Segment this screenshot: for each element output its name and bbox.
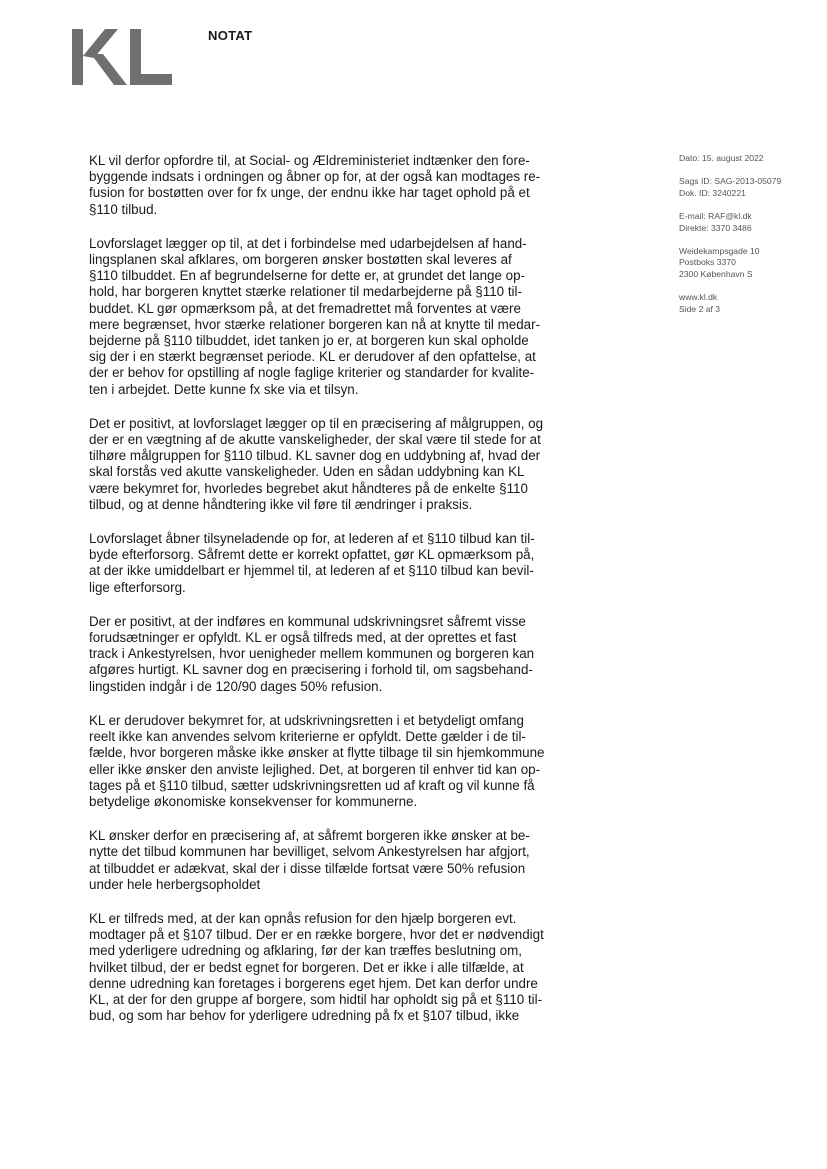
paragraph: Der er positivt, at der indføres en kommunal udskrivningsret såfremt visse forudsætninger er opfyldt. KL er også tilfreds med, at der oprettes et fast track i Ankestyrelsen, hvor uenigheder mellem kommunen og borgeren kan afgøres hurtigt. KL savner dog en præcisering i forhold til, om sagsbehand- lingstiden indgår i de 120/90 dages 50% refusion. [89,613,535,694]
date-line: Dato: 15. august 2022 [679,153,764,163]
sags-id-line: Sags ID: SAG-2013-05079 [679,176,782,187]
dok-id-line: Dok. ID: 3240221 [679,187,746,198]
paragraph: Lovforslaget åbner tilsyneladende op for, at lederen af et §110 tilbud kan til- byde efterforsorg. Såfremt dette er korrekt opfattet, gør KL opmærksom på, at der ikke umiddelbart er hjemmel til, at lederen af et §110 tilbud kan bevil- lige efterforsorg. [89,531,535,595]
email-line: E-mail: RAF@kl.dk [679,211,752,222]
paragraph: KL er derudover bekymret for, at udskrivningsretten i et betydeligt omfang reelt ikke kan anvendes selvom kriterierne er opfyldt. Dette gælder i de til- fælde, hvor borgeren måske ikke ønsker at flytte tilbage til sin hjemkommune eller ikke ønsker den anviste lejlighed. Det, at borgeren til enhver tid kan op- tages på et §110 tilbud, sætter udskrivningsretten ud af kraft og vil kunne få betydelige økonomiske konsekvenser for kommunerne. [89,712,545,809]
ids-group [679,176,819,199]
address-group [679,246,819,280]
paragraph: Det er positivt, at lovforslaget lægger op til en præcisering af målgruppen, og der er en vægtning af de akutte vanskeligheder, der skal være til stede for at tilhøre målgruppen for §110 tilbud. KL savner dog en uddybning af, hvad der skal forstås ved akutte vanskeligheder. Uden en sådan uddybning kan KL være bekymret for, hvorledes begrebet akut håndteres på de enkelte §110 tilbud, og at denne håndtering ikke vil føre til ændringer i praksis. [89,415,544,512]
address-city: 2300 København S [679,268,753,279]
document-body [89,153,569,1042]
direct-phone-line: Direkte: 3370 3486 [679,222,752,233]
kl-logo [72,29,172,85]
paragraph: Lovforslaget lægger op til, at det i forbindelse med udarbejdelsen af hand- lingsplanen skal afklares, om borgeren ønsker bostøtten skal leveres af §110 tilbuddet. En af begrundelserne for dette er, at grundet det lange op- hold, har borgeren knyttet stærke relationer til medarbejderne på §110 til- buddet. KL gør opmærksom på, at det fremadrettet må forventes at være mere begrænset, hvor stærke relationer borgeren kan nå at knytte til medar- bejderne på §110 tilbuddet, idet tanken jo er, at borgeren kun skal opholde sig der i en stærkt begrænset periode. KL er derudover af den opfattelse, at der er behov for opstilling af nogle faglige kriterier og standarder for kvalite- ten i arbejdet. Dette kunne fx ske via et tilsyn. [89,235,541,397]
website-line: www.kl.dk [679,292,718,303]
paragraph: KL er tilfreds med, at der kan opnås refusion for den hjælp borgeren evt. modtager på et §107 tilbud. Der er en række borgere, hvor det er nødvendigt med yderligere udredning og afklaring, før der kan træffes beslutning om, hvilket tilbud, der er bedst egnet for borgeren. Det er ikke i alle tilfælde, at denne udredning kan foretages i borgerens eget hjem. Det kan derfor undre KL, at der for den gruppe af borgere, som hidtil har opholdt sig på et §110 til- bud, og som har behov for yderligere udredning på fx et §107 tilbud, ikke [89,910,544,1024]
address-street: Weidekampsgade 10 [679,246,760,257]
paragraph: KL ønsker derfor en præcisering af, at såfremt borgeren ikke ønsker at be- nytte det tilbud kommunen har bevilliget, selvom Ankestyrelsen har afgjort, at tilbuddet er adækvat, skal der i disse tilfælde fortsat være 50% refusion under hele herbergsopholdet [89,828,530,892]
contact-group [679,211,819,234]
address-box: Postboks 3370 [679,257,736,268]
date-group [679,153,819,164]
web-group [679,292,819,315]
paragraph: KL vil derfor opfordre til, at Social- og Ældreministeriet indtænker den fore- byggende indsats i ordningen og åbner op for, at der også kan modtages re- fusion for bostøtten over for fx unge, der endnu ikke har taget ophold på et §110 tilbud. [89,153,541,217]
document-type-label: NOTAT [208,28,253,43]
document-metadata [679,153,819,327]
page-number: Side 2 af 3 [679,303,721,314]
